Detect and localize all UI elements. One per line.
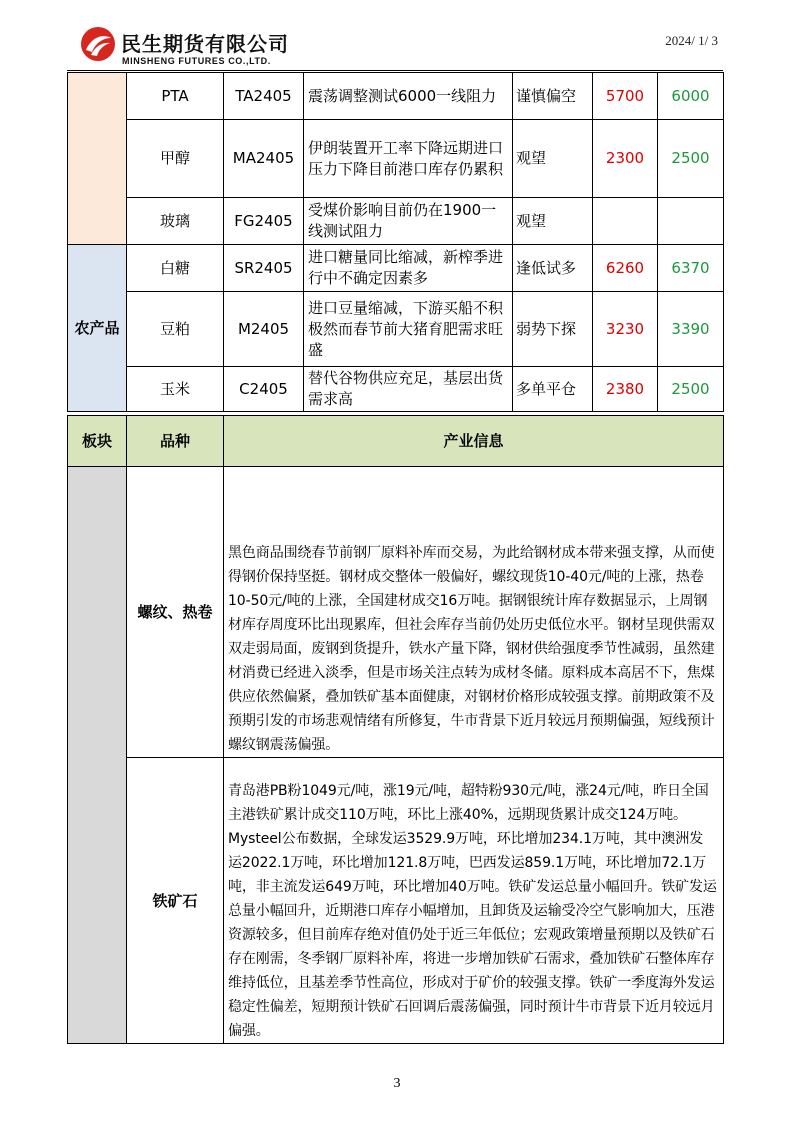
industry-info-table — [67, 415, 724, 1044]
page-number: 3 — [393, 1076, 401, 1091]
strategy-table — [67, 72, 724, 412]
contract-cell: MA2405 — [224, 120, 304, 198]
note-cell: 替代谷物供应充足，基层出货需求高 — [304, 367, 513, 412]
table-row — [68, 198, 724, 245]
table-row — [68, 292, 724, 367]
note-cell: 进口豆量缩减，下游买船不积极然而春节前大猪育肥需求旺盛 — [304, 292, 513, 367]
resistance-cell — [658, 198, 724, 245]
support-cell: 6260 — [593, 245, 658, 292]
resistance-cell: 2500 — [658, 367, 724, 412]
note-cell: 伊朗装置开工率下降远期进口压力下降目前港口库存仍累积 — [304, 120, 513, 198]
contract-cell: TA2405 — [224, 73, 304, 120]
info-cell: 青岛港PB粉1049元/吨，涨19元/吨，超特粉930元/吨，涨24元/吨，昨日全国主港铁矿累计成交110万吨，环比上涨40%，远期现货累计成交124万吨。Mysteel公布数据，全球发运3529.9万吨，环比增加234.1万吨，其中澳洲发运2022.1万吨，环比增加121.8万吨，巴西发运859.1万吨，环比增加72.1万吨，非主流发运649万吨，环比增加40万吨。铁矿发运总量小幅回升。铁矿发运总量小幅回升，近期港口库存小幅增加，且卸货及运输受冷空气影响加大，压港资源较多，但目前库存绝对值仍处于近三年低位；宏观政策增量预期以及铁矿石存在刚需，冬季钢厂原料补库，将进一步增加铁矿石需求，叠加铁矿石整体库存维持低位，且基差季节性高位，形成对于矿价的较强支撑。铁矿一季度海外发运稳定性偏差，短期预计铁矿石回调后震荡偏强，同时预计牛市背景下近月较远月偏强。 — [224, 758, 724, 1044]
resistance-cell: 2500 — [658, 120, 724, 198]
view-cell: 弱势下探 — [513, 292, 593, 367]
sector-cell-energy — [68, 73, 127, 245]
product-cell: 铁矿石 — [127, 758, 224, 1044]
product-cell: PTA — [127, 73, 224, 120]
contract-cell: SR2405 — [224, 245, 304, 292]
company-logo-icon — [80, 26, 116, 62]
resistance-cell: 6000 — [658, 73, 724, 120]
view-cell: 多单平仓 — [513, 367, 593, 412]
view-cell: 逢低试多 — [513, 245, 593, 292]
support-cell: 2300 — [593, 120, 658, 198]
support-cell: 3230 — [593, 292, 658, 367]
sector-cell-black — [68, 467, 127, 1044]
table-row — [68, 467, 724, 758]
product-cell: 玻璃 — [127, 198, 224, 245]
company-name-en: MINSHENG FUTURES CO.,LTD. — [122, 56, 271, 66]
sector-cell-agri: 农产品 — [68, 245, 127, 412]
header-sector: 板块 — [68, 416, 127, 467]
table-header-row — [68, 416, 724, 467]
support-cell: 2380 — [593, 367, 658, 412]
document-date: 2024/ 1/ 3 — [665, 33, 718, 48]
product-cell: 甲醇 — [127, 120, 224, 198]
support-cell: 5700 — [593, 73, 658, 120]
view-cell: 观望 — [513, 120, 593, 198]
table-row — [68, 245, 724, 292]
header-info: 产业信息 — [224, 416, 724, 467]
contract-cell: M2405 — [224, 292, 304, 367]
product-cell: 玉米 — [127, 367, 224, 412]
product-cell: 白糖 — [127, 245, 224, 292]
note-cell: 进口糖量同比缩减，新榨季进行中不确定因素多 — [304, 245, 513, 292]
support-cell — [593, 198, 658, 245]
resistance-cell: 3390 — [658, 292, 724, 367]
header-product: 品种 — [127, 416, 224, 467]
header-divider — [67, 70, 723, 71]
table-row — [68, 758, 724, 1044]
contract-cell: C2405 — [224, 367, 304, 412]
table-row — [68, 367, 724, 412]
note-cell: 震荡调整测试6000一线阻力 — [304, 73, 513, 120]
resistance-cell: 6370 — [658, 245, 724, 292]
view-cell: 观望 — [513, 198, 593, 245]
product-cell: 豆粕 — [127, 292, 224, 367]
product-cell: 螺纹、热卷 — [127, 467, 224, 758]
table-row — [68, 120, 724, 198]
contract-cell: FG2405 — [224, 198, 304, 245]
info-cell: 黑色商品围绕春节前钢厂原料补库而交易，为此给钢材成本带来强支撑，从而使得钢价保持坚挺。钢材成交整体一般偏好，螺纹现货10-40元/吨的上涨，热卷10-50元/吨的上涨，全国建材成交16万吨。据钢银统计库存数据显示，上周钢材库存周度环比出现累库，但社会库存当前仍处历史低位水平。钢材呈现供需双双走弱局面，废钢到货提升，铁水产量下降，钢材供给强度季节性减弱，虽然建材消费已经进入淡季，但是市场关注点转为成材冬储。原料成本高居不下，焦煤供应依然偏紧，叠加铁矿基本面健康，对钢材价格形成较强支撑。前期政策不及预期引发的市场悲观情绪有所修复，牛市背景下近月较远月预期偏强，短线预计螺纹钢震荡偏强。 — [224, 467, 724, 758]
company-name-cn: 民生期货有限公司 — [121, 32, 289, 56]
table-row — [68, 73, 724, 120]
note-cell: 受煤价影响目前仍在1900一线测试阻力 — [304, 198, 513, 245]
view-cell: 谨慎偏空 — [513, 73, 593, 120]
